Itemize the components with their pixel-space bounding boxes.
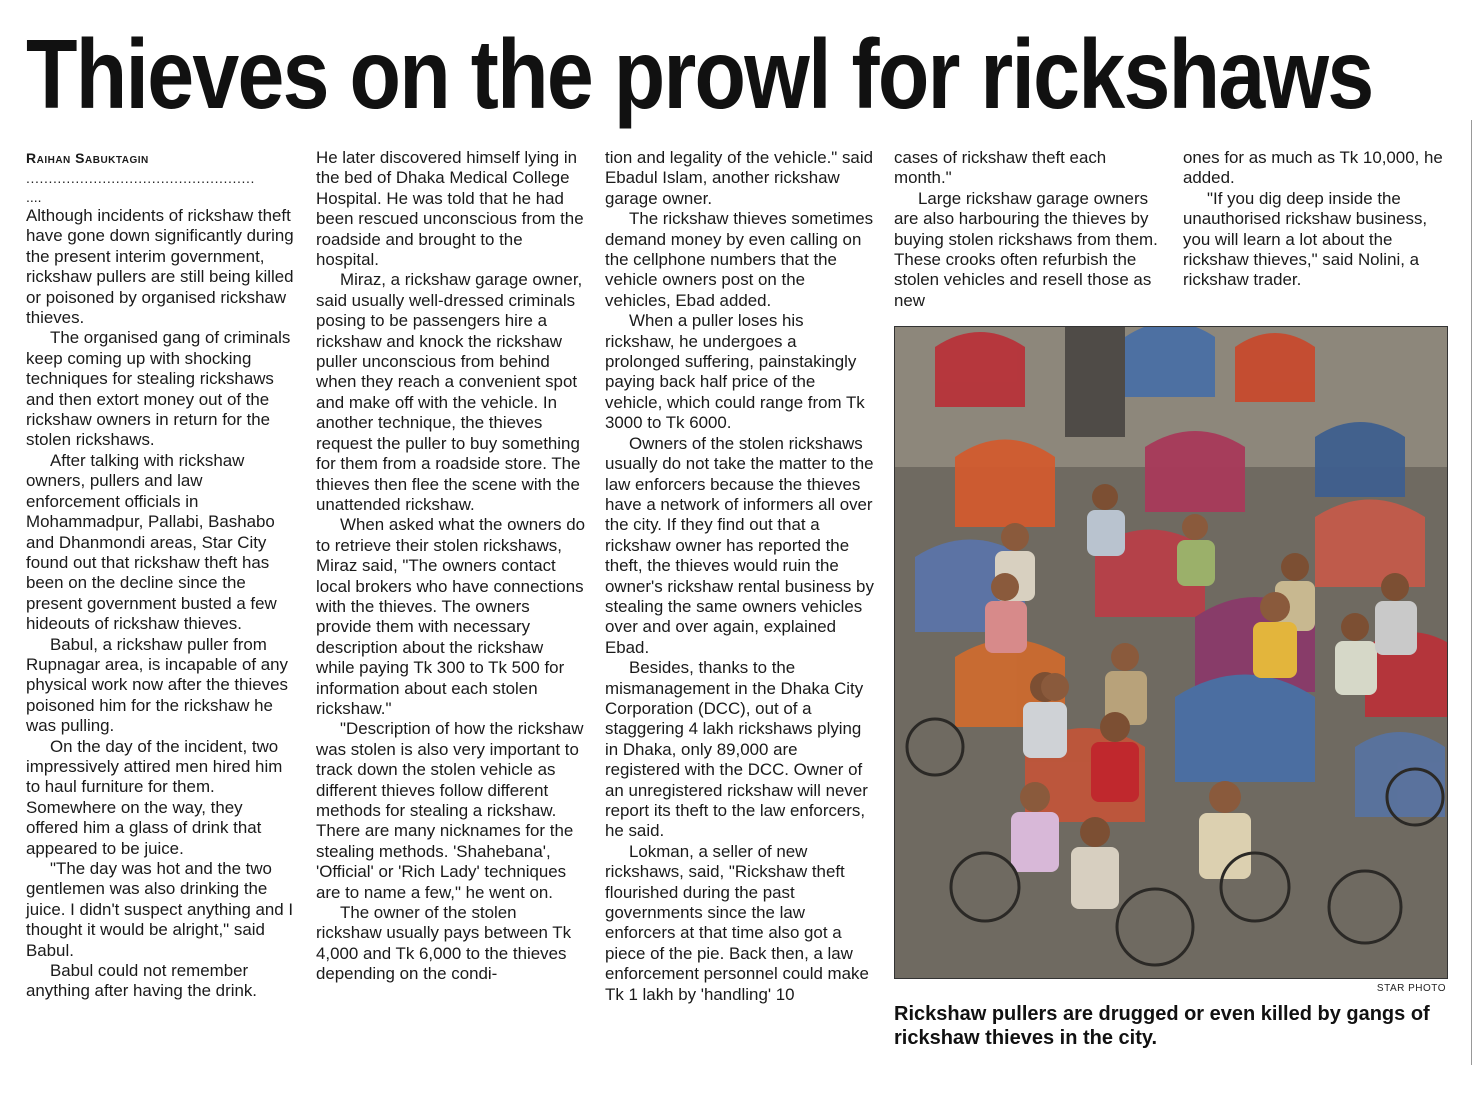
paragraph: Babul could not remember anything after having the drink. (26, 961, 257, 1001)
paragraph: "If you dig deep inside the unauthorised rickshaw business, you will learn a lot about the rickshaw thieves," said Nolini, a rickshaw trader. (1183, 188, 1428, 290)
paragraph: cases of rickshaw theft each month." (894, 148, 1107, 188)
rickshaw-crowd-illustration (895, 327, 1447, 978)
column-3 (605, 148, 875, 1005)
paragraph: The organised gang of criminals keep coming up with shocking techniques for stealing rickshaws and then extort money out of the rickshaw owners in return for the stolen rickshaws. (26, 328, 291, 450)
paragraph: tion and legality of the vehicle." said Ebadul Islam, another rickshaw garage owner. (605, 148, 873, 208)
paragraph: "Description of how the rickshaw was stolen is also very important to track down the stolen vehicle as different thieves follow different methods for stealing a rickshaw. There are many nicknames for the stealing methods. 'Shahebana', 'Official' or 'Rich Lady' techniques are to name a few," he went on. (316, 719, 584, 902)
column-1 (26, 148, 296, 1002)
paragraph: Miraz, a rickshaw garage owner, said usually well-dressed criminals posing to be passengers hire a rickshaw and knock the rickshaw puller unconscious from behind when they reach a convenient spot and make off with the vehicle. In another technique, the thieves request the puller to buy something for them from a roadside store. The thieves then flee the scene with the unattended rickshaw. (316, 270, 583, 514)
paragraph: ones for as much as Tk 10,000, he added. (1183, 148, 1443, 188)
headline: Thieves on the prowl for rickshaws (26, 19, 1373, 129)
paragraph: Besides, thanks to the mismanagement in the Dhaka City Corporation (DCC), out of a staggering 4 lakh rickshaws plying in Dhaka, only 89,000 are registered with the DCC. Owner of an unregistered rickshaw will never report its theft to the law enforcers, he said. (605, 658, 868, 841)
photo-caption: Rickshaw pullers are drugged or even killed by gangs of rickshaw thieves in the city. (894, 1003, 1430, 1049)
column-2 (316, 148, 586, 985)
column-4 (894, 148, 1164, 311)
paragraph: When asked what the owners do to retrieve their stolen rickshaws, Miraz said, "The owners contact local brokers who have connections with the thieves. The owners provide them with necessary description about the rickshaw while paying Tk 300 to Tk 500 for information about each stolen rickshaw." (316, 515, 586, 718)
column-rule (1471, 120, 1472, 1065)
paragraph: Lokman, a seller of new rickshaws, said, "Rickshaw theft flourished during the past governments since the law enforcers at that time also got a piece of the pie. Back then, a law enforcement personnel could make Tk 1 lakh by 'handling' 10 (605, 841, 869, 1004)
column-5 (1183, 148, 1453, 291)
rickshaw-photo (894, 326, 1448, 979)
paragraph: He later discovered himself lying in the bed of Dhaka Medical College Hospital. He was told that he had been rescued unconscious from the roadside and brought to the hospital. (316, 148, 584, 270)
paragraph: The rickshaw thieves sometimes demand money by even calling on the cellphone numbers that the vehicle owners post on the vehicles, Ebad added. (605, 209, 874, 310)
photo-credit: STAR PHOTO (1376, 983, 1446, 994)
paragraph: When a puller loses his rickshaw, he undergoes a prolonged suffering, painstakingly paying back half price of the vehicle, which could range from Tk 3000 to Tk 6000. (605, 311, 865, 433)
byline-separator: ................................................... (26, 170, 255, 186)
paragraph: Babul, a rickshaw puller from Rupnagar area, is incapable of any physical work now after the thieves poisoned him for the rickshaw he was pulling. (26, 634, 288, 736)
paragraph: On the day of the incident, two impressively attired men hired him to haul furniture for them. Somewhere on the way, they offered him a glass of drink that appeared to be juice. (26, 736, 283, 858)
paragraph: The owner of the stolen rickshaw usually pays between Tk 4,000 and Tk 6,000 to the thieves depending on the condi- (316, 903, 572, 984)
byline-separator-end: .... (26, 189, 42, 205)
paragraph: After talking with rickshaw owners, pullers and law enforcement officials in Mohammadpur, Pallabi, Bashabo and Dhanmondi areas, Star City found out that rickshaw theft has been on the decline since the present government busted a few hideouts of rickshaw thieves. (26, 450, 277, 634)
paragraph: Large rickshaw garage owners are also harbouring the thieves by buying stolen rickshaws from them. These crooks often refurbish the stolen vehicles and resell those as new (894, 188, 1158, 310)
paragraph: Although incidents of rickshaw theft have gone down significantly during the present interim government, rickshaw pullers are still being killed or poisoned by organised rickshaw thieves. (26, 206, 294, 328)
byline: Raihan Sabuktagin (26, 150, 149, 166)
paragraph: "The day was hot and the two gentlemen was also drinking the juice. I didn't suspect anything and I thought it would be alright," said Babul. (26, 859, 294, 960)
paragraph: Owners of the stolen rickshaws usually do not take the matter to the law enforcers because the thieves have a network of informers all over the city. If they find out that a rickshaw owner has reported the theft, the thieves would ruin the owner's rickshaw rental business by stealing the same owners vehicles over and over again, explained Ebad. (605, 433, 874, 657)
